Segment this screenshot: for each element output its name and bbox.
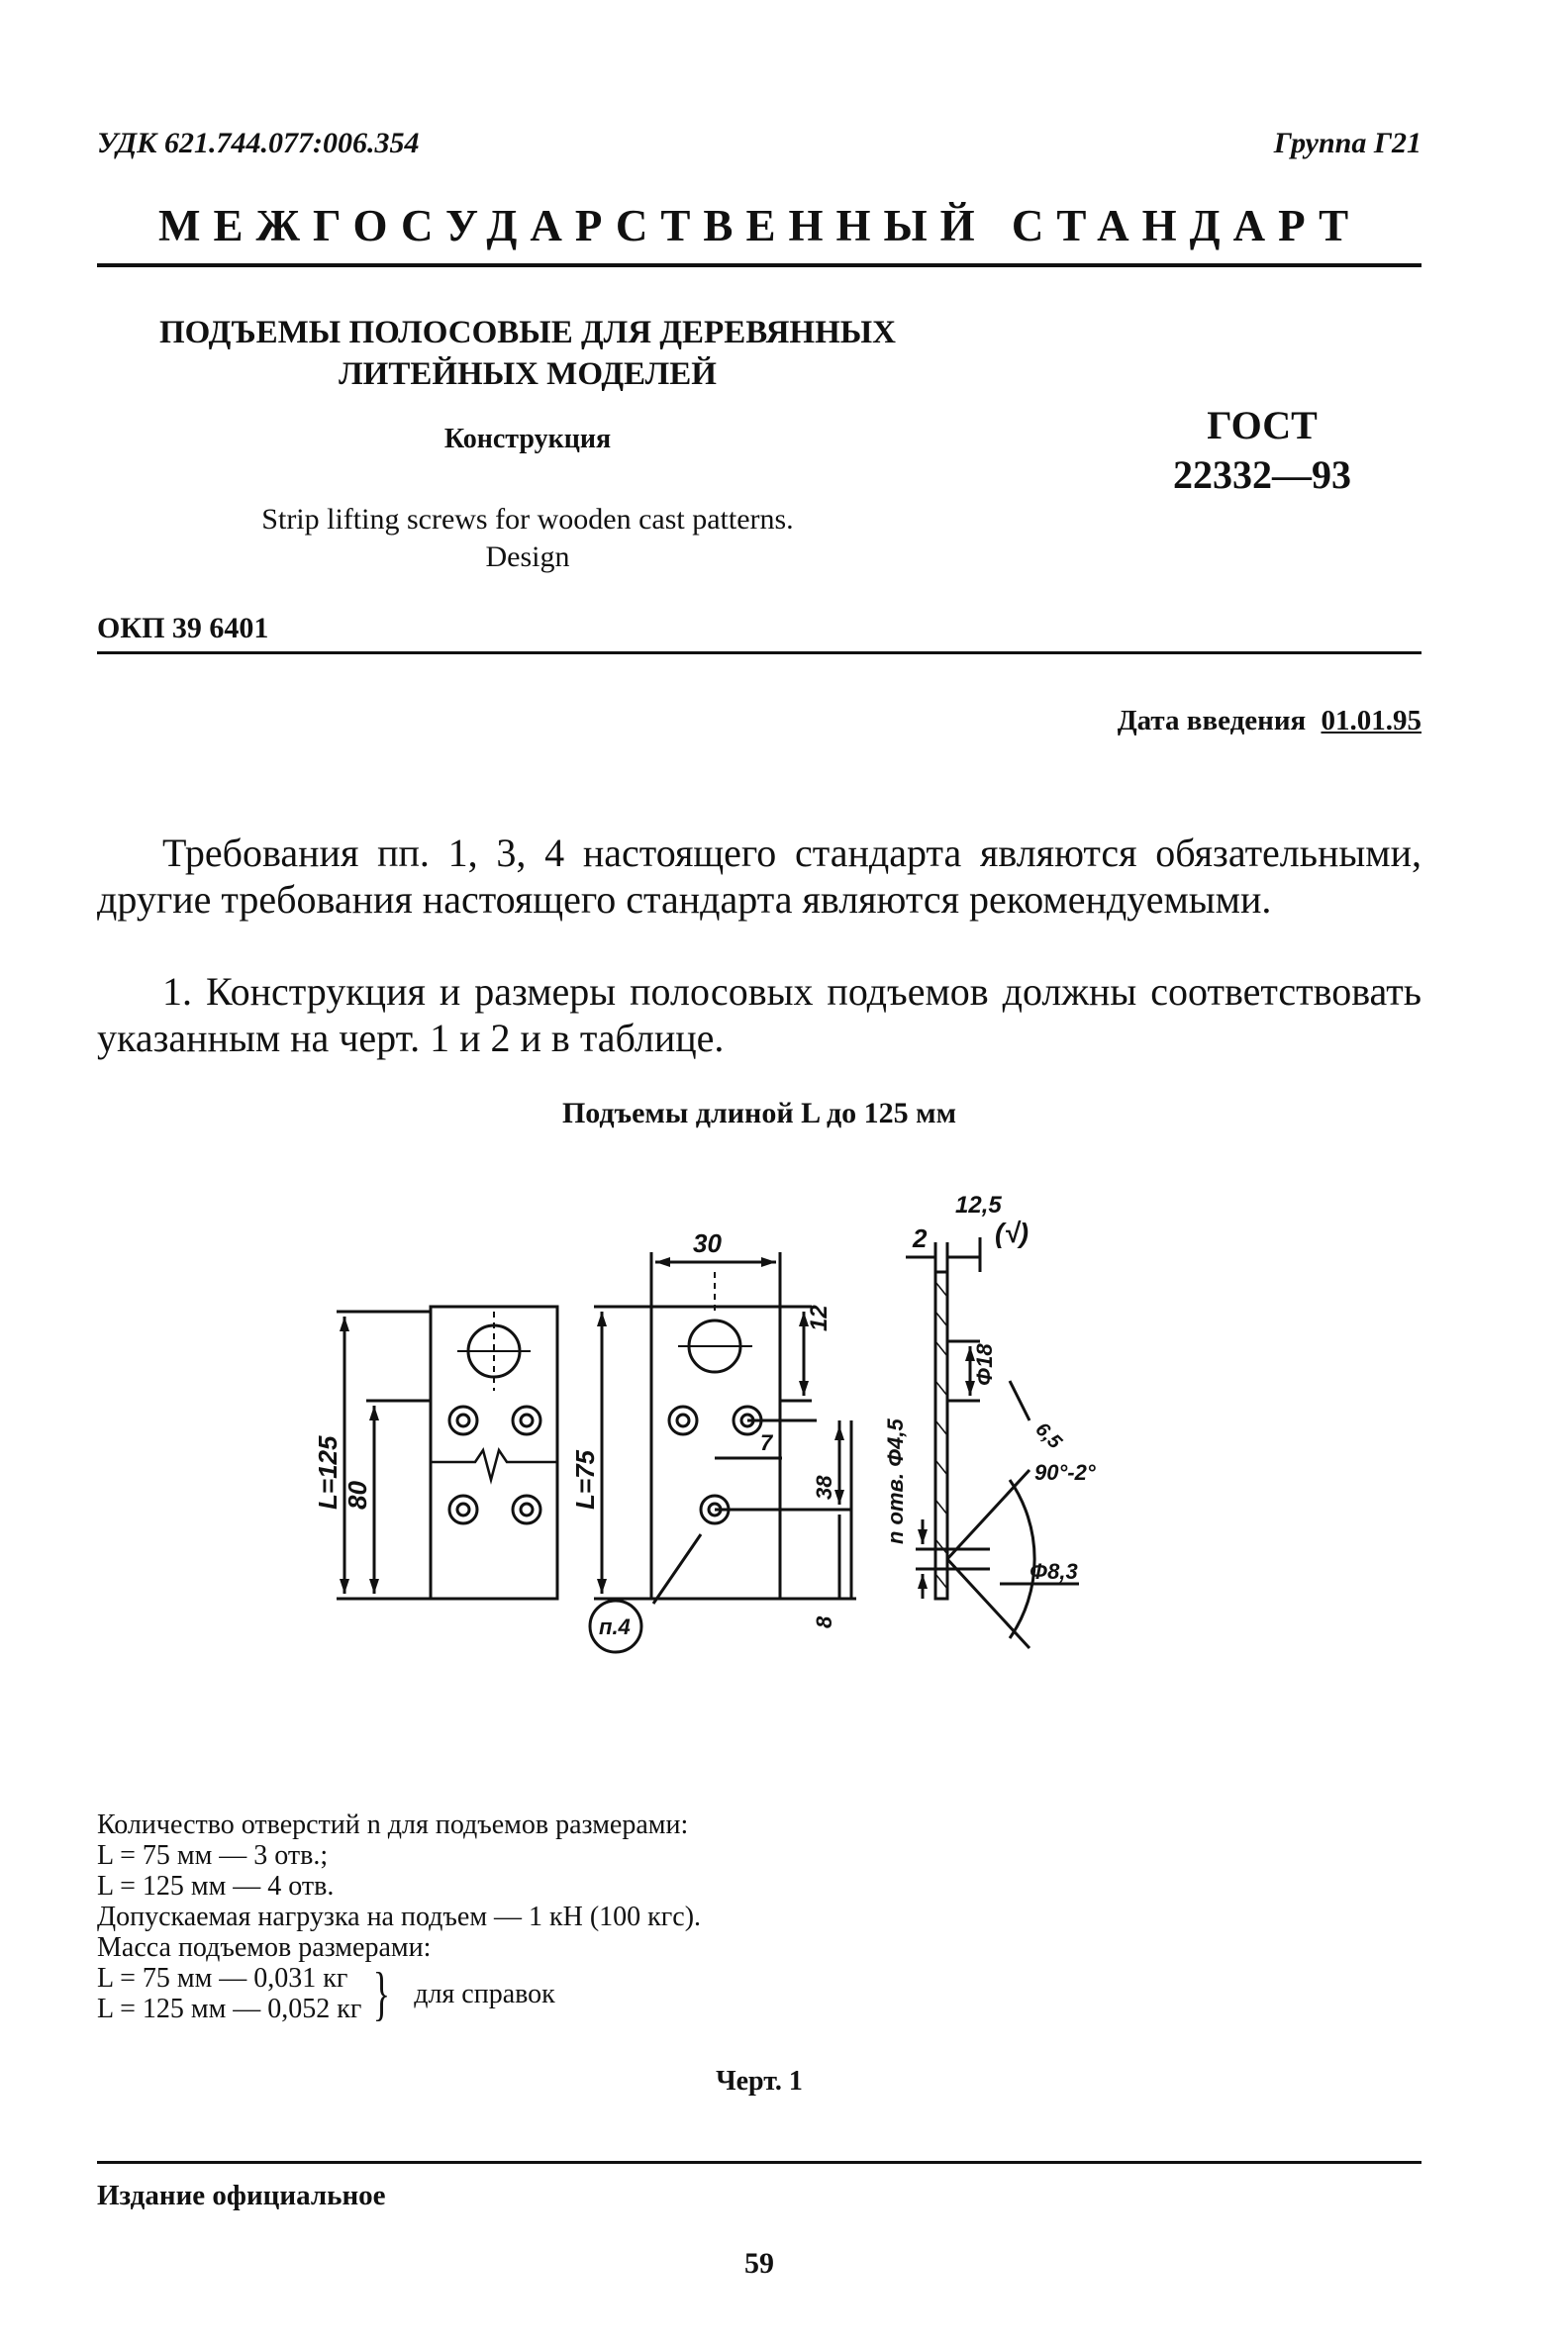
- header-rule: [97, 263, 1421, 267]
- note-holes-75: L = 75 мм — 3 отв.;: [97, 1840, 329, 1871]
- page-number: 59: [744, 2247, 774, 2280]
- brace-symbol: }: [373, 1961, 391, 2026]
- note-load: Допускаемая нагрузка на подъем — 1 кН (100 кгс).: [97, 1902, 702, 1932]
- gost-number: 22332—93: [1173, 452, 1351, 497]
- note-mass-75: L = 75 мм — 0,031 кг: [97, 1963, 348, 1994]
- dim-width: 30: [693, 1228, 722, 1258]
- paragraph-construction: 1. Конструкция и размеры полосовых подъемов должны соответствовать указанным на черт. 1 и 2 и в таблице.: [97, 969, 1421, 1060]
- title-line-2: ЛИТЕЙНЫХ МОДЕЛЕЙ: [339, 356, 717, 392]
- dim-length-125: L=125: [313, 1435, 343, 1510]
- dim-38: 38: [812, 1475, 836, 1500]
- dim-top-offset: 12: [806, 1305, 833, 1331]
- dim-spacing: 7: [760, 1430, 773, 1455]
- english-line-2: Design: [485, 540, 570, 573]
- dim-hole-diameter: Φ18: [972, 1343, 997, 1386]
- note-holes-125: L = 125 мм — 4 отв.: [97, 1871, 335, 1902]
- intro-date-label: Дата введения: [1117, 705, 1307, 736]
- dim-holes: n отв. Φ4,5: [883, 1418, 908, 1544]
- intro-date: [1118, 705, 1421, 737]
- note-reference: для справок: [414, 1978, 555, 2009]
- note-mass-values: [97, 1963, 361, 2024]
- dim-chamfer: 6,5: [1030, 1418, 1066, 1454]
- dim-length-80: 80: [343, 1481, 372, 1510]
- roughness-symbol: (√): [995, 1218, 1029, 1248]
- standard-type: МЕЖГОСУДАРСТВЕННЫЙ СТАНДАРТ: [158, 201, 1362, 250]
- gost-designation: [1128, 401, 1396, 500]
- figure-caption: Подъемы длиной L до 125 мм: [561, 1097, 957, 1129]
- document-title: [97, 312, 958, 395]
- dim-thickness: 2: [913, 1223, 928, 1253]
- gost-label: ГОСТ: [1207, 403, 1318, 447]
- dim-countersink: Φ8,3: [1029, 1559, 1078, 1584]
- note-mass-125: L = 125 мм — 0,052 кг: [97, 1994, 362, 2024]
- figure-notes: [97, 1809, 701, 2024]
- english-title: [97, 501, 958, 576]
- title-line-1: ПОДЪЕМЫ ПОЛОСОВЫЕ ДЛЯ ДЕРЕВЯННЫХ: [158, 315, 896, 350]
- drawing-number: Черт. 1: [716, 2066, 803, 2097]
- note-mass-title: Масса подъемов размерами:: [97, 1932, 432, 1963]
- roughness-value: 12,5: [955, 1192, 1002, 1219]
- dim-8: 8: [812, 1615, 836, 1628]
- note-holes-title: Количество отверстий n для подъемов размерами:: [97, 1809, 689, 1840]
- document-subtitle: Конструкция: [443, 424, 612, 454]
- edition-label: Издание официальное: [97, 2180, 386, 2211]
- dim-angle: 90°-2°: [1034, 1460, 1096, 1485]
- english-line-1: Strip lifting screws for wooden cast patterns.: [261, 503, 794, 536]
- okp-code: ОКП 39 6401: [97, 612, 269, 644]
- note-mass-group: [97, 1963, 701, 2024]
- dim-length-75: L=75: [570, 1450, 600, 1510]
- title-rule: [97, 651, 1421, 654]
- udk-code: УДК 621.744.077:006.354: [97, 127, 420, 159]
- footer-rule: [97, 2161, 1421, 2164]
- group-code: Группа Г21: [1273, 127, 1421, 159]
- paragraph-requirements: Требования пп. 1, 3, 4 настоящего стандарта являются обязательными, другие требования настоящего стандарта являются рекомендуемыми.: [97, 831, 1421, 922]
- intro-date-value: 01.01.95: [1321, 705, 1421, 736]
- callout-reference: п.4: [599, 1614, 631, 1639]
- technical-drawing: [297, 1183, 1208, 1787]
